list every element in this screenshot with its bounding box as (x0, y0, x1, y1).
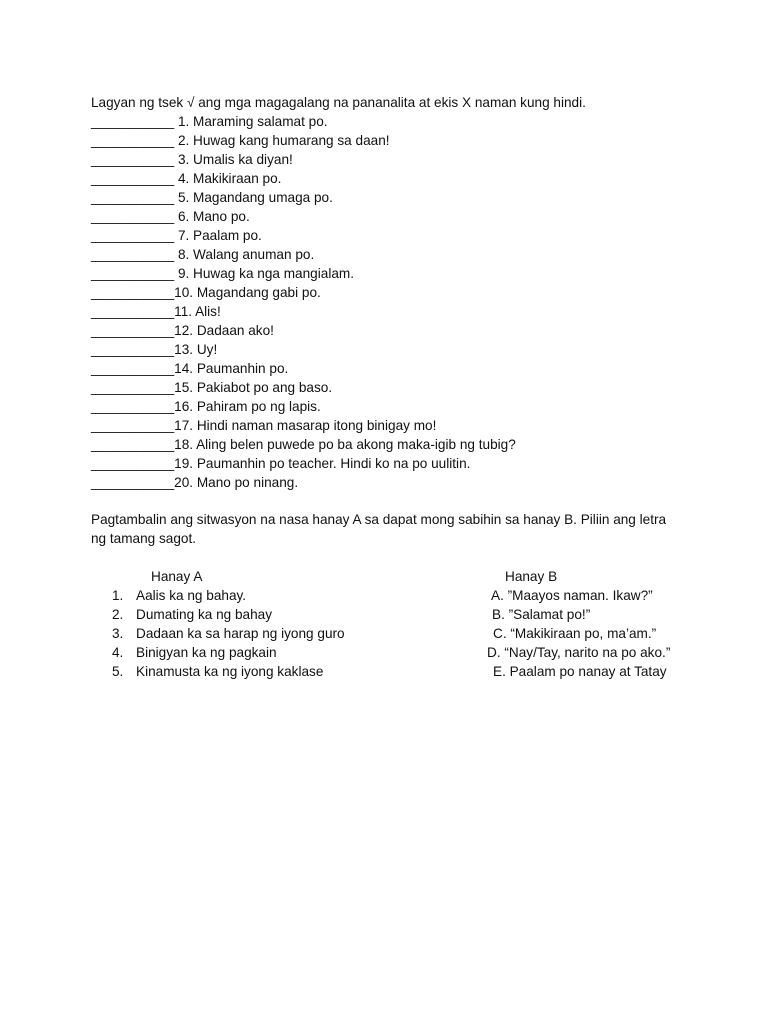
list-item: ___________ 8. Walang anuman po. (91, 247, 315, 262)
list-item: ___________18. Aling belen puwede po ba akong maka-igib ng tubig? (91, 437, 516, 452)
hanay-b-item (0, 643, 680, 662)
list-item: ___________ 3. Umalis ka diyan! (91, 152, 293, 167)
item-text: Kinamusta ka ng iyong kaklase (136, 664, 324, 679)
hanay-b-list (0, 586, 680, 681)
list-item: ___________ 1. Maraming salamat po. (91, 114, 328, 129)
list-item: ___________15. Pakiabot po ang baso. (91, 380, 333, 395)
list-item: ___________12. Dadaan ako! (91, 323, 274, 338)
list-item: ___________ 4. Makikiraan po. (91, 171, 282, 186)
item-text: C. “Makikiraan po, ma’am.” (493, 626, 657, 641)
instruction-matching: Pagtambalin ang sitwasyon na nasa hanay A sa dapat mong sabihin sa hanay B. Piliin ang letra ng tamang sagot. (91, 512, 667, 546)
list-item: ___________17. Hindi naman masarap itong binigay mo! (91, 418, 437, 433)
list-item: ___________ 2. Huwag kang humarang sa daan! (91, 133, 390, 148)
list-item: ___________ 7. Paalam po. (91, 228, 262, 243)
list-item: ___________ 9. Huwag ka nga mangialam. (91, 266, 355, 281)
item-number: 3. (112, 626, 124, 641)
hanay-a-heading: Hanay A (151, 569, 203, 584)
hanay-b-item (0, 624, 680, 643)
item-text: Aalis ka ng bahay. (136, 588, 247, 603)
hanay-b-item (0, 586, 680, 605)
item-text: D. “Nay/Tay, narito na po ako.” (487, 645, 671, 660)
item-number: 5. (112, 664, 124, 679)
item-text: E. Paalam po nanay at Tatay (493, 664, 667, 679)
list-item: ___________20. Mano po ninang. (91, 475, 299, 490)
list-item: ___________16. Pahiram po ng lapis. (91, 399, 321, 414)
list-item: ___________ 6. Mano po. (91, 209, 250, 224)
hanay-b-heading: Hanay B (505, 569, 558, 584)
list-item: ___________13. Uy! (91, 342, 218, 357)
item-number: 4. (112, 645, 124, 660)
item-text: Dadaan ka sa harap ng iyong guro (136, 626, 345, 641)
list-item: ___________10. Magandang gabi po. (91, 285, 321, 300)
item-number: 1. (112, 588, 124, 603)
courtesy-items-list (91, 112, 516, 492)
item-number: 2. (112, 607, 124, 622)
item-text: Binigyan ka ng pagkain (136, 645, 277, 660)
item-text: B. ”Salamat po!” (492, 607, 591, 622)
list-item: ___________11. Alis! (91, 304, 221, 319)
list-item: ___________ 5. Magandang umaga po. (91, 190, 333, 205)
instruction-check-or-x: Lagyan ng tsek √ ang mga magagalang na pananalita at ekis X naman kung hindi. (91, 95, 586, 110)
list-item: ___________14. Paumanhin po. (91, 361, 289, 376)
item-text: A. ”Maayos naman. Ikaw?” (491, 588, 653, 603)
hanay-b-item (0, 662, 680, 681)
hanay-b-item (0, 605, 680, 624)
list-item: ___________19. Paumanhin po teacher. Hindi ko na po uulitin. (91, 456, 471, 471)
item-text: Dumating ka ng bahay (136, 607, 273, 622)
